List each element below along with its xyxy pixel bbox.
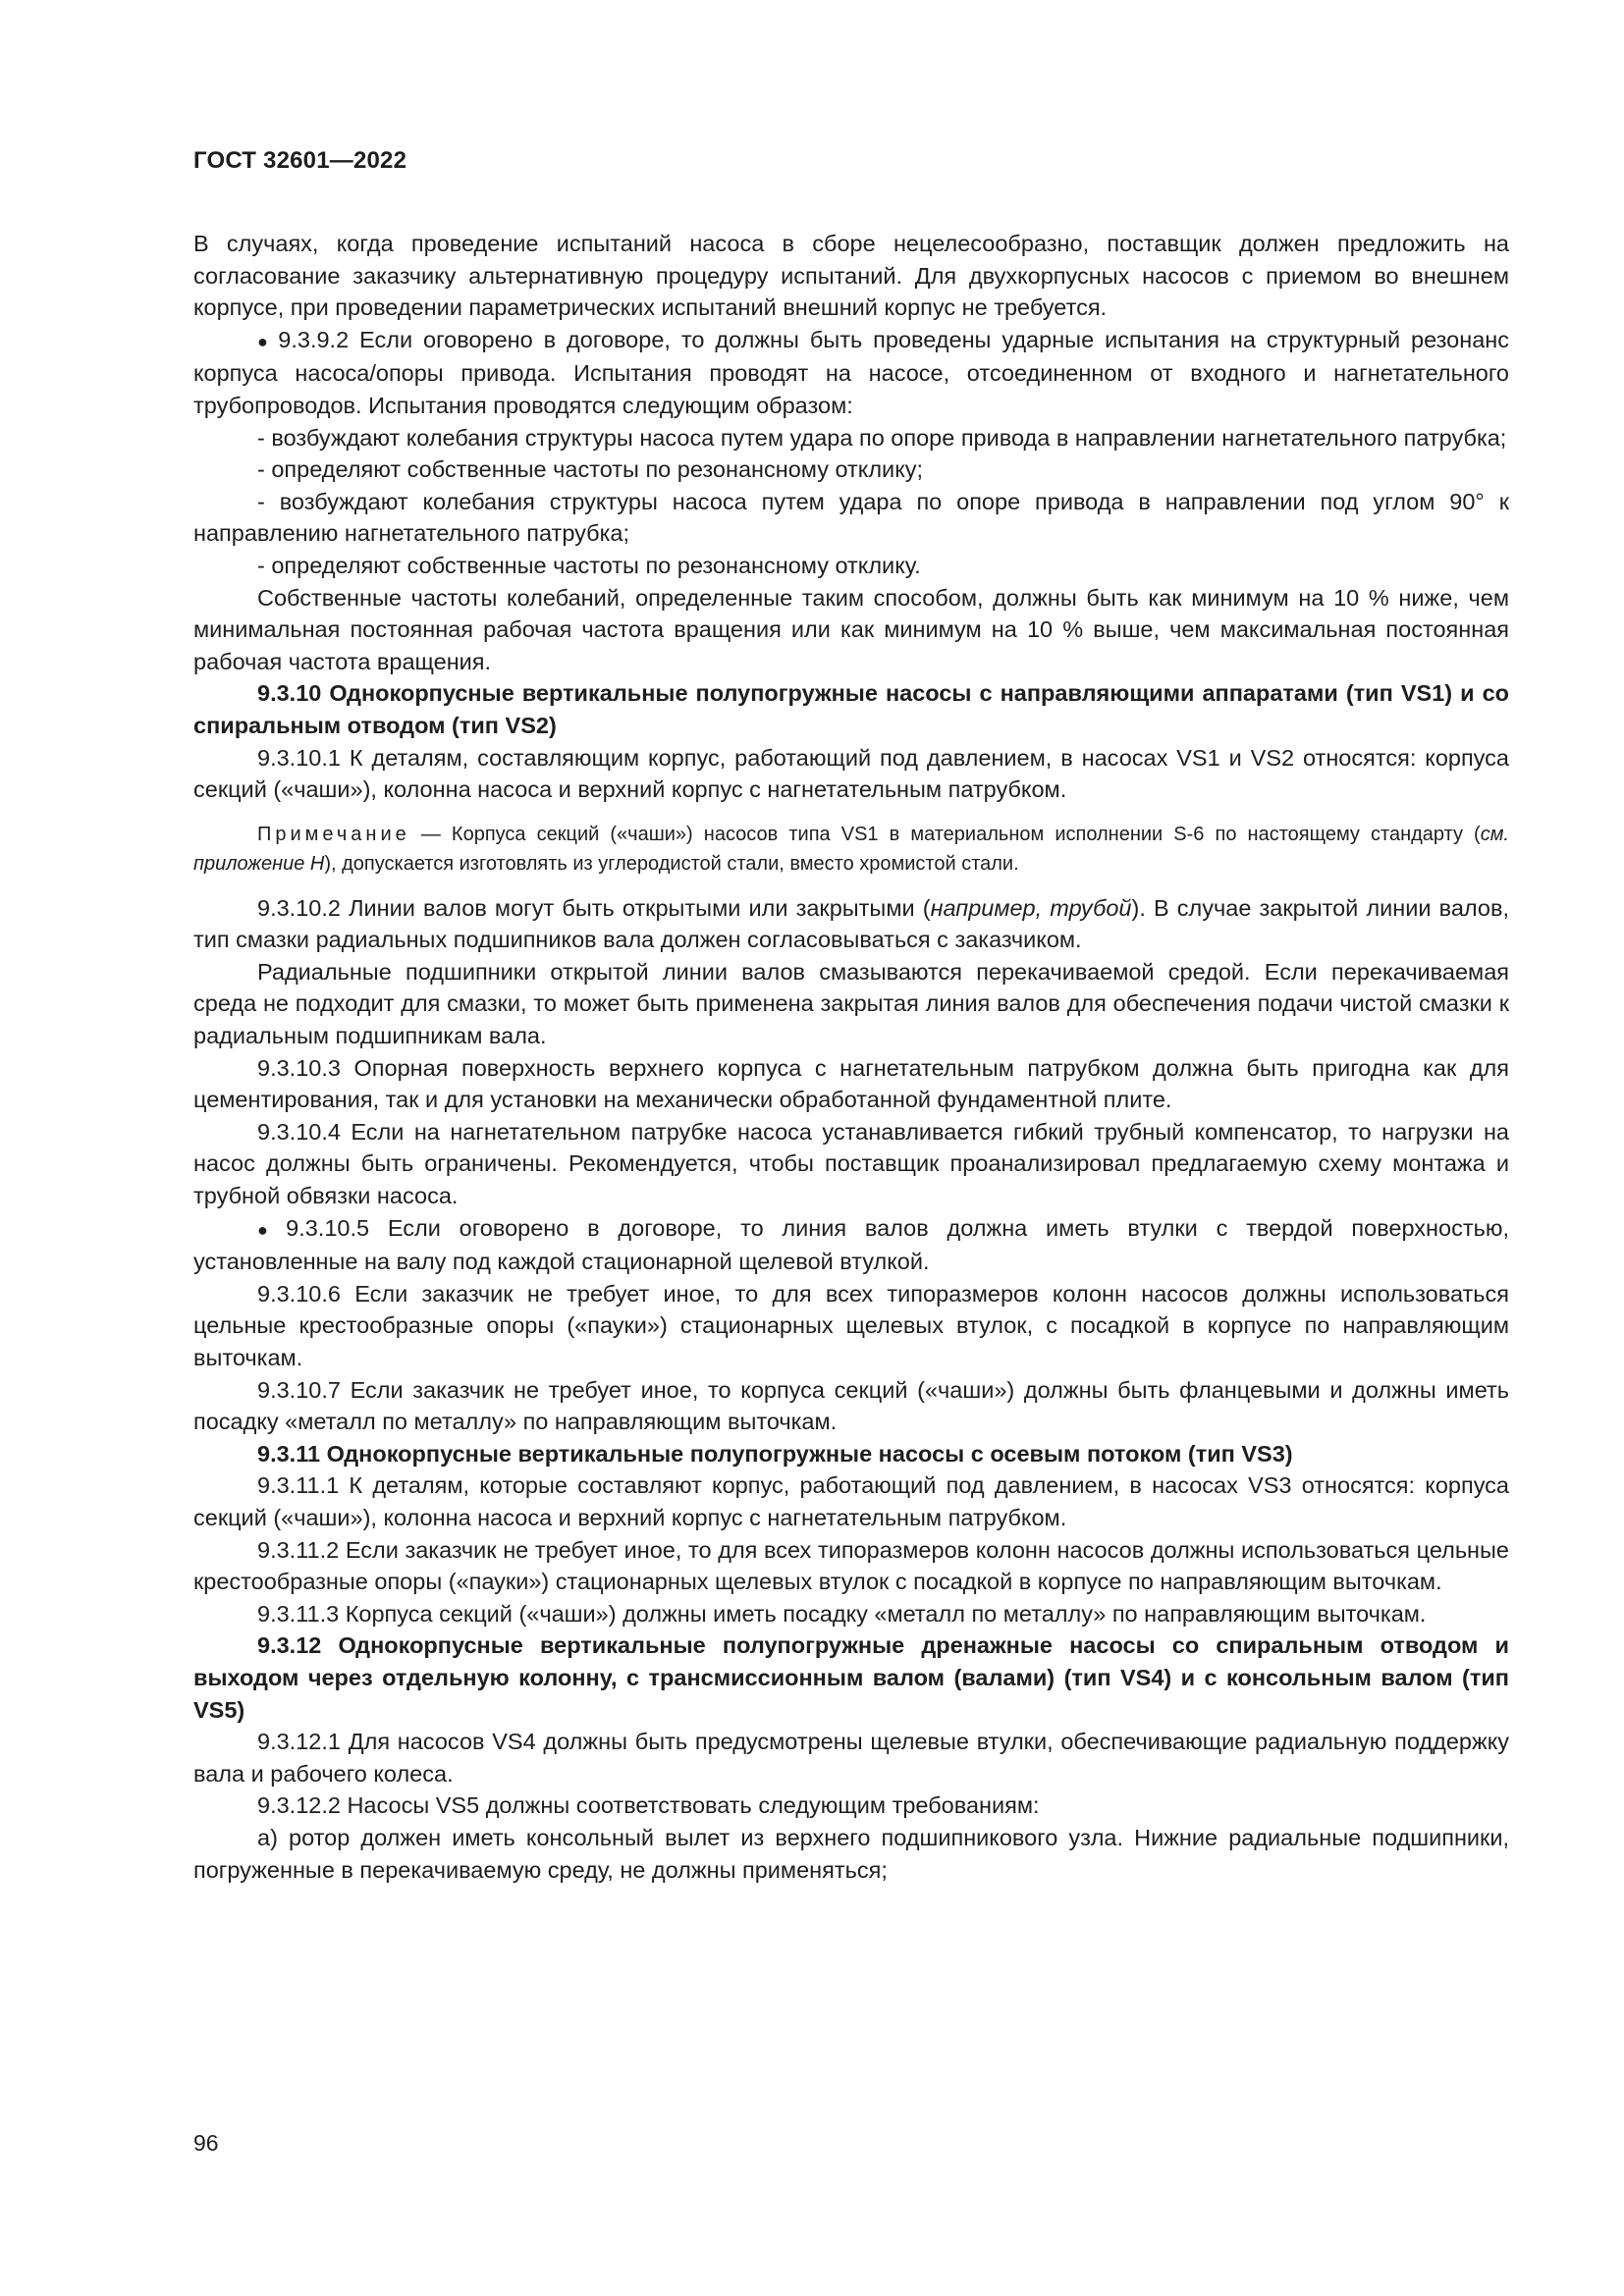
list-item: - определяют собственные частоты по резонансному отклику; [257,456,924,483]
section-heading-9-3-11: 9.3.11 Однокорпусные вертикальные полупогружные насосы с осевым потоком (тип VS3) [257,1440,1293,1467]
page-number: 96 [193,2130,219,2156]
section-heading-9-3-12: 9.3.12 Однокорпусные вертикальные полупогружные дренажные насосы со спиральным отводом и выходом через отдельную колонну, с трансмиссионным валом (валами) (тип VS4) и с консольным валом (тип VS5) [193,1632,1509,1723]
paragraph-9-3-10-3: 9.3.10.3 Опорная поверхность верхнего корпуса с нагнетательным патрубком должна быть пригодна как для цементирования, так и для установки на механически обработанной фундаментной плите. [193,1054,1509,1113]
bullet-icon: ● [257,1219,281,1240]
paragraph-9-3-10-2: 9.3.10.2 Линии валов могут быть открытыми или закрытыми (например, трубой). В случае закрытой линии валов, тип смазки радиальных подшипников вала должен согласовываться с заказчиком. [193,894,1509,953]
paragraph-9-3-10-7: 9.3.10.7 Если заказчик не требует иное, то корпуса секций («чаши») должны быть фланцевыми и должны иметь посадку «металл по металлу» по направляющим выточкам. [193,1376,1509,1435]
example-italic: например, трубой [930,894,1132,921]
paragraph-9-3-11-1: 9.3.11.1 К деталям, которые составляют корпус, работающий под давлением, в насосах VS3 относятся: корпуса секций («чаши»), колонна насоса и верхний корпус с нагнетательным патрубком. [193,1472,1509,1530]
paragraph: Собственные частоты колебаний, определенные таким способом, должны быть как минимум на 10 % ниже, чем минимальная постоянная рабочая частота вращения или как минимум на 10 % выше, чем максимальная постоянная рабочая частота вращения. [193,584,1509,674]
paragraph-9-3-9-2: ● 9.3.9.2 Если оговорено в договоре, то должны быть проведены ударные испытания на структурный резонанс корпуса насоса/опоры привода. Испытания проводят на насосе, отсоединенном от входного и нагнетательного трубопроводов. Испытания проводятся следующим образом: [193,326,1509,418]
paragraph-9-3-10-6: 9.3.10.6 Если заказчик не требует иное, то для всех типоразмеров колонн насосов должны использоваться цельные крестообразные опоры («пауки») стационарных щелевых втулок, с посадкой в корпусе по направляющим выточкам. [193,1280,1509,1370]
paragraph-9-3-10-5: ● 9.3.10.5 Если оговорено в договоре, то линия валов должна иметь втулки с твердой поверхностью, установленные на валу под каждой стационарной щелевой втулкой. [193,1214,1509,1275]
paragraph: Радиальные подшипники открытой линии валов смазываются перекачиваемой средой. Если перекачиваемая среда не подходит для смазки, то может быть применена закрытая линия валов для обеспечения подачи чистой смазки к радиальным подшипникам вала. [193,958,1509,1049]
list-item: а) ротор должен иметь консольный вылет из верхнего подшипникового узла. Нижние радиальные подшипники, погруженные в перекачиваемую среду, не должны применяться; [193,1824,1509,1883]
paragraph-9-3-11-3: 9.3.11.3 Корпуса секций («чаши») должны иметь посадку «металл по металлу» по направляющим выточкам. [257,1600,1427,1627]
paragraph-9-3-10-4: 9.3.10.4 Если на нагнетательном патрубке насоса устанавливается гибкий трубный компенсатор, то нагрузки на насос должны быть ограничены. Рекомендуется, чтобы поставщик проанализировал предлагаемую схему монтажа и трубной обвязки насоса. [193,1118,1509,1209]
document-code-header: ГОСТ 32601—2022 [193,147,407,174]
paragraph-9-3-12-2: 9.3.12.2 Насосы VS5 должны соответствовать следующим требованиям: [257,1792,1040,1819]
paragraph-9-3-10-1: 9.3.10.1 К деталям, составляющим корпус, работающий под давлением, в насосах VS1 и VS2 относятся: корпуса секций («чаши»), колонна насоса и верхний корпус с нагнетательным патрубком. [193,744,1509,803]
paragraph-9-3-12-1: 9.3.12.1 Для насосов VS4 должны быть предусмотрены щелевые втулки, обеспечивающие радиальную поддержку вала и рабочего колеса. [193,1729,1509,1787]
paragraph: В случаях, когда проведение испытаний насоса в сборе нецелесообразно, поставщик должен предложить на согласование заказчику альтернативную процедуру испытаний. Для двухкорпусных насосов с приемом во внешнем корпусе, при проведении параметрических испытаний внешний корпус не требуется. [193,231,1509,321]
bullet-icon: ● [257,331,273,351]
list-item: - возбуждают колебания структуры насоса путем удара по опоре привода в направлении под углом 90° к направлению нагнетательного патрубка; [193,488,1509,547]
note: Примечание — Корпуса секций («чаши») насосов типа VS1 в материальном исполнении S-6 по настоящему стандарту (см. приложение Н), допускается изготовлять из углеродистой стали, вместо хромистой стали. [193,823,1509,875]
note-label: Примечание [257,823,410,845]
list-item: - определяют собственные частоты по резонансному отклику. [257,552,921,578]
list-item: - возбуждают колебания структуры насоса путем удара по опоре привода в направлении нагнетательного патрубка; [257,424,1507,451]
section-heading-9-3-10: 9.3.10 Однокорпусные вертикальные полупогружные насосы с направляющими аппаратами (тип VS1) и со спиральным отводом (тип VS2) [193,680,1509,738]
paragraph-9-3-11-2: 9.3.11.2 Если заказчик не требует иное, то для всех типоразмеров колонн насосов должны использоваться цельные крестообразные опоры («пауки») стационарных щелевых втулок с посадкой в корпусе по направляющим выточкам. [193,1536,1509,1595]
document-page [193,147,1509,1886]
note-reference: см. приложение Н [193,823,1509,875]
